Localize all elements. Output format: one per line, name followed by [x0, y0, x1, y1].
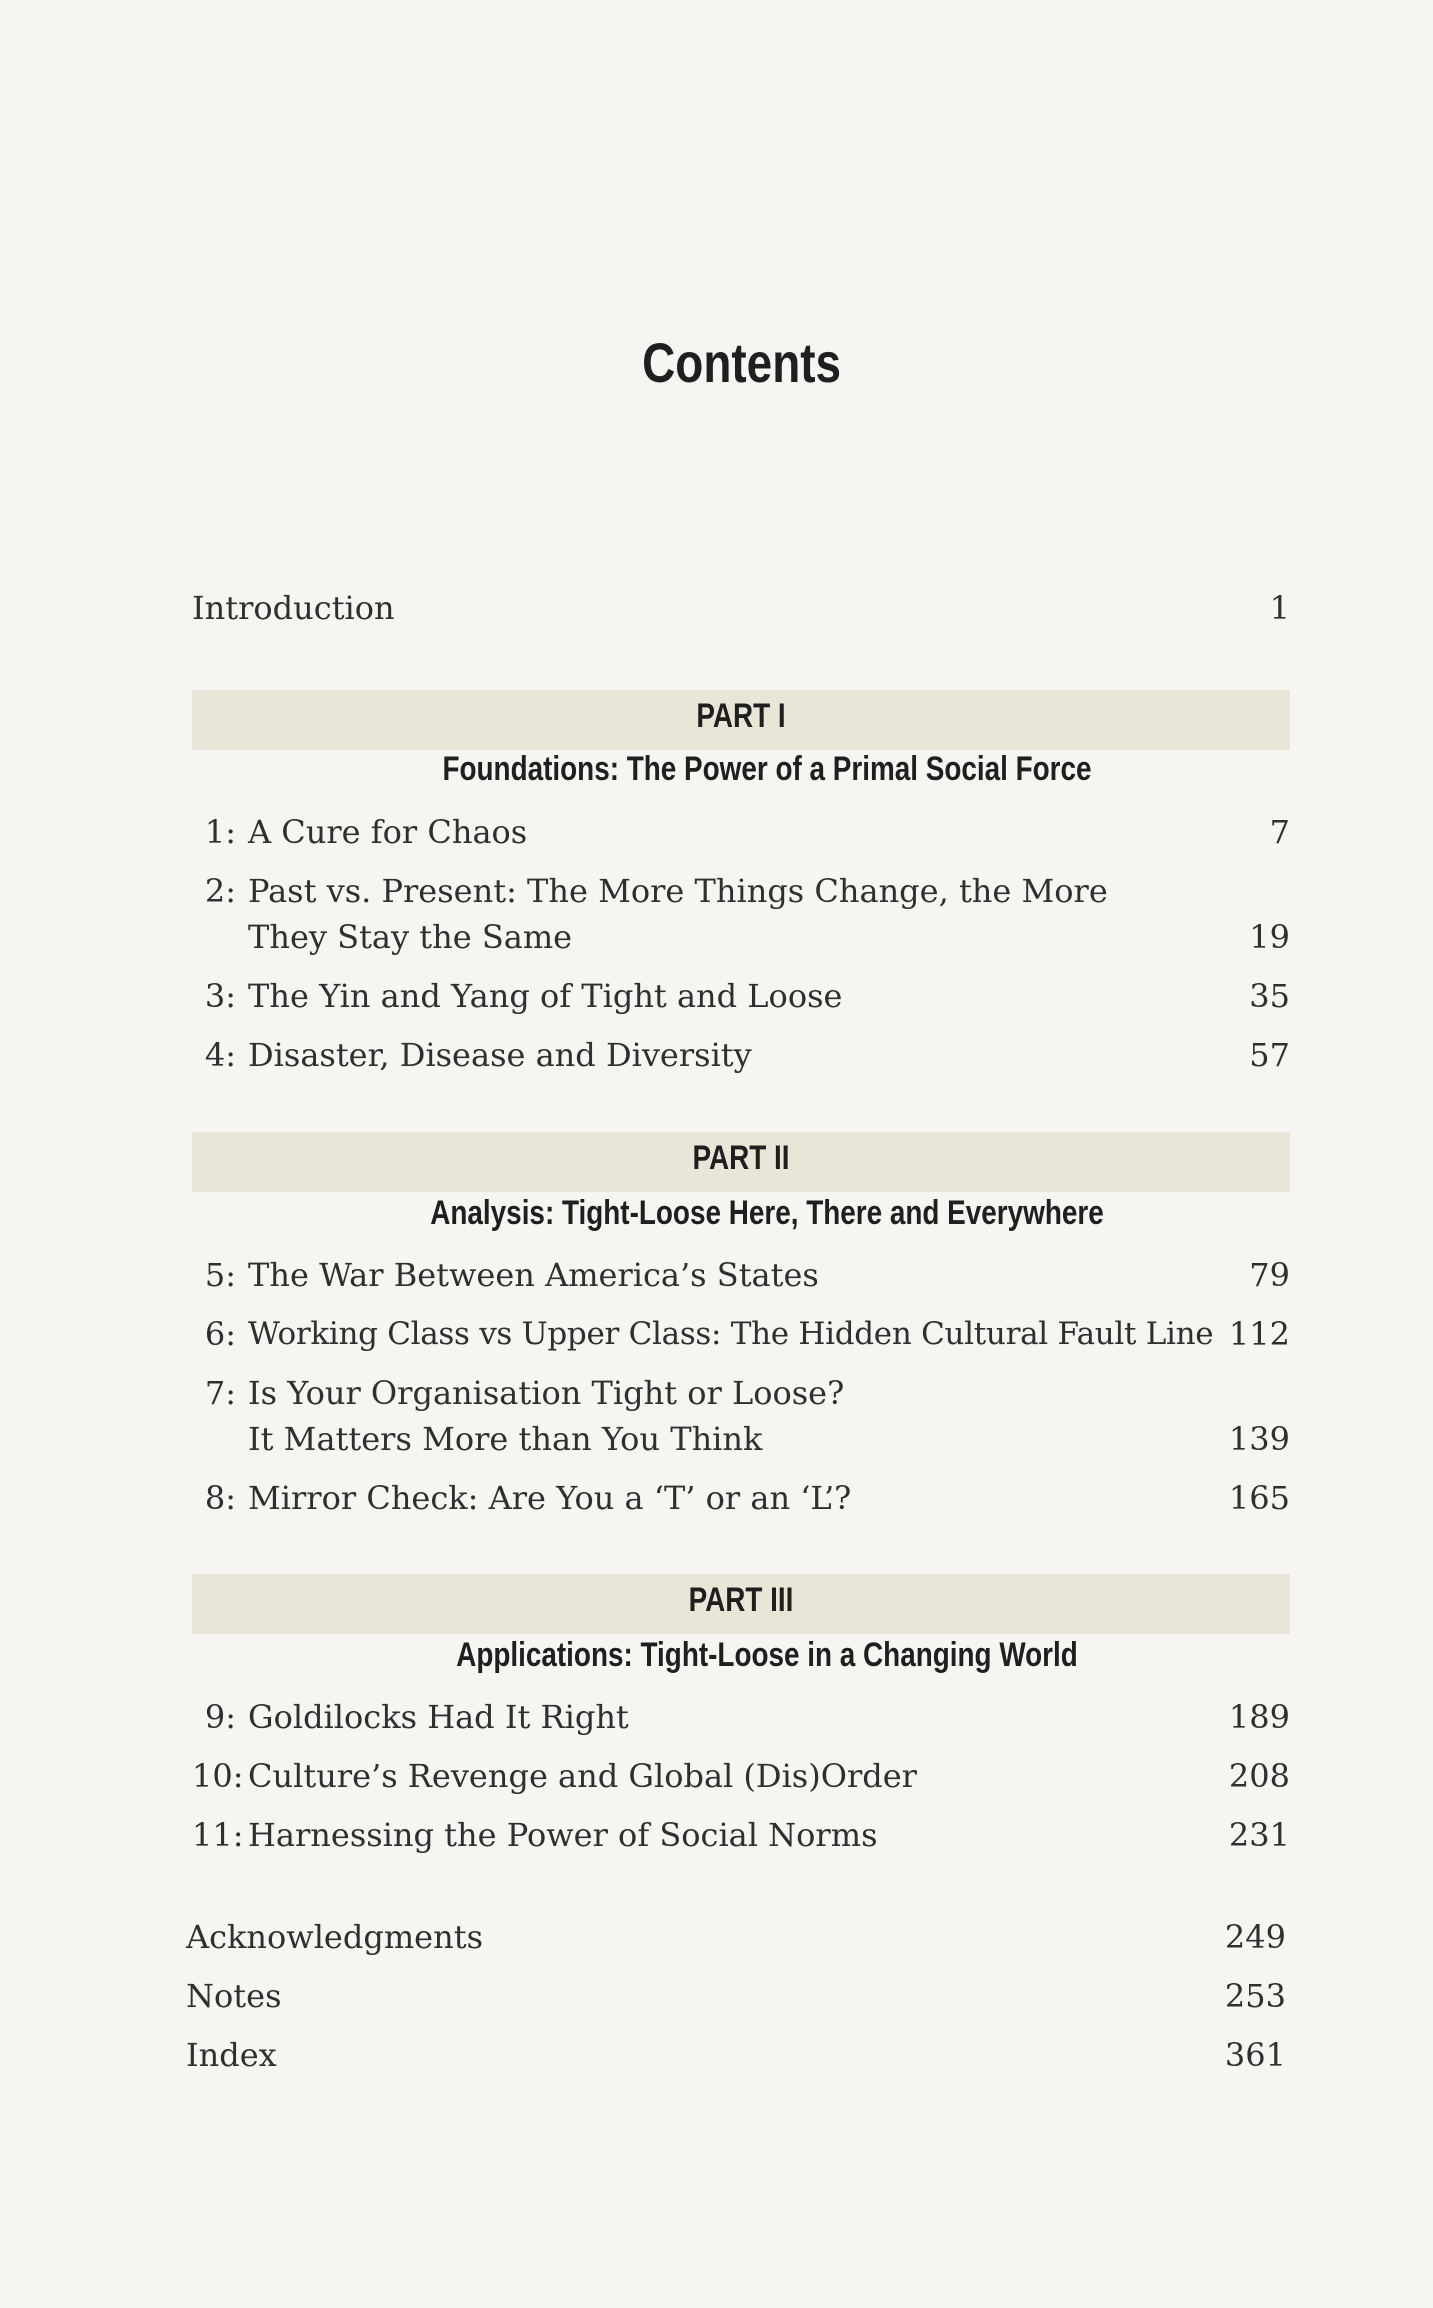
toc-entry-chapter[interactable]	[192, 1032, 1290, 1078]
part-subtitle: Analysis: Tight-Loose Here, There and Everywhere	[430, 1194, 1104, 1232]
chapter-title: Goldilocks Had It Right	[248, 1698, 629, 1736]
chapter-number: 6:	[204, 1315, 236, 1353]
toc-entry-chapter[interactable]	[192, 868, 1290, 960]
chapter-title-continued: They Stay the Same	[248, 918, 573, 956]
part-subtitle: Applications: Tight-Loose in a Changing World	[456, 1636, 1078, 1674]
chapter-title: Mirror Check: Are You a ‘T’ or an ‘L’?	[248, 1479, 852, 1517]
chapter-page: 19	[1249, 918, 1290, 956]
entry-label: Notes	[186, 1977, 282, 2015]
toc-entry-notes[interactable]	[186, 1973, 1286, 2019]
toc-entry-index[interactable]	[186, 2032, 1286, 2078]
toc-entry-chapter[interactable]	[192, 1475, 1290, 1521]
chapter-title: Culture’s Revenge and Global (Dis)Order	[248, 1757, 917, 1795]
chapter-number: 11:	[192, 1816, 244, 1854]
chapter-number: 10:	[192, 1757, 244, 1795]
toc-entry-introduction[interactable]	[192, 585, 1290, 631]
chapter-page: 165	[1228, 1479, 1290, 1517]
toc-entry-chapter[interactable]	[192, 1694, 1290, 1740]
chapter-page: 79	[1249, 1256, 1290, 1294]
entry-page: 249	[1224, 1918, 1286, 1956]
chapter-title: Is Your Organisation Tight or Loose?	[248, 1374, 845, 1412]
chapter-number: 7:	[204, 1374, 236, 1412]
chapter-page: 112	[1228, 1315, 1290, 1353]
chapter-number: 9:	[204, 1698, 236, 1736]
chapter-number: 2:	[204, 872, 236, 910]
chapter-number: 8:	[204, 1479, 236, 1517]
chapter-page: 208	[1228, 1757, 1290, 1795]
toc-entry-acknowledgments[interactable]	[186, 1914, 1286, 1960]
chapter-title: Working Class vs Upper Class: The Hidden Cultural Fault Line	[248, 1316, 1214, 1352]
chapter-page: 57	[1249, 1036, 1290, 1074]
entry-page: 361	[1224, 2036, 1286, 2074]
chapter-page: 139	[1228, 1420, 1290, 1458]
chapter-title: Past vs. Present: The More Things Change, the More	[248, 872, 1108, 910]
chapter-title: Harnessing the Power of Social Norms	[248, 1816, 878, 1854]
page-title: Contents	[642, 331, 842, 394]
chapter-page: 7	[1269, 813, 1290, 851]
part-subtitle: Foundations: The Power of a Primal Social Force	[442, 750, 1092, 788]
part-label: PART III	[688, 1581, 794, 1619]
chapter-page: 189	[1228, 1698, 1290, 1736]
entry-page: 1	[1269, 589, 1290, 627]
chapter-number: 3:	[204, 977, 236, 1015]
chapter-title: The War Between America’s States	[248, 1256, 819, 1294]
toc-entry-chapter[interactable]	[192, 1812, 1290, 1858]
entry-label: Acknowledgments	[186, 1918, 483, 1956]
chapter-title: The Yin and Yang of Tight and Loose	[248, 977, 843, 1015]
chapter-number: 5:	[204, 1256, 236, 1294]
toc-entry-chapter[interactable]	[192, 809, 1290, 855]
part-label: PART I	[696, 697, 786, 735]
chapter-title: A Cure for Chaos	[248, 813, 528, 851]
chapter-number: 1:	[204, 813, 236, 851]
chapter-page: 231	[1228, 1816, 1290, 1854]
toc-entry-chapter[interactable]	[192, 1252, 1290, 1298]
toc-entry-chapter[interactable]	[192, 973, 1290, 1019]
chapter-title: Disaster, Disease and Diversity	[248, 1036, 752, 1074]
chapter-page: 35	[1249, 977, 1290, 1015]
chapter-number: 4:	[204, 1036, 236, 1074]
entry-label: Introduction	[192, 589, 395, 627]
chapter-title-continued: It Matters More than You Think	[248, 1420, 763, 1458]
toc-entry-chapter[interactable]	[192, 1370, 1290, 1462]
toc-entry-chapter[interactable]	[192, 1753, 1290, 1799]
toc-entry-chapter[interactable]	[192, 1311, 1290, 1357]
entry-label: Index	[186, 2036, 277, 2074]
entry-page: 253	[1224, 1977, 1286, 2015]
part-label: PART II	[692, 1139, 790, 1177]
